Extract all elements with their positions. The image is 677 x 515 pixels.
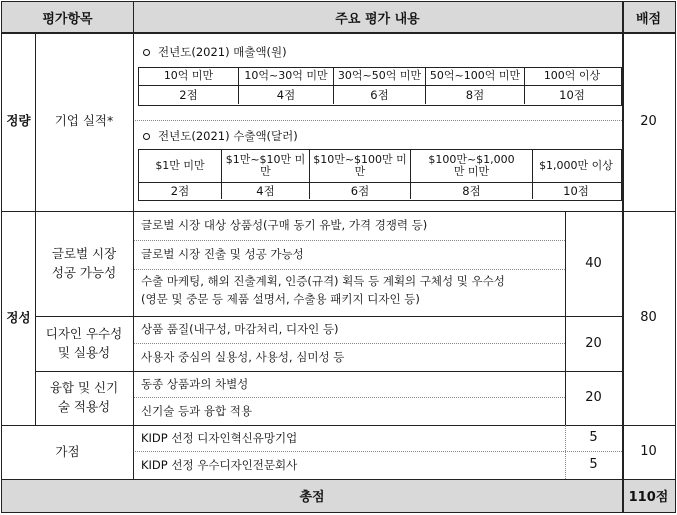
qualitative-score: 80 — [640, 310, 657, 326]
category-bonus: 가점 — [55, 443, 80, 459]
group-global-market: 글로벌 시장 성공 가능성 — [51, 245, 117, 280]
group-convergence-technology: 융합 및 신기술 적용성 — [49, 380, 119, 414]
sales-range-2: 10억~30억 미만 — [239, 68, 334, 85]
exports-point-4: 8점 — [411, 183, 533, 199]
bonus-item-design-firm: KIDP 선정 우수디자인전문회사 — [141, 457, 298, 472]
exports-title-text: 전년도(2021) 수출액(달러) — [158, 129, 298, 143]
category-quantitative: 정량 — [6, 113, 31, 129]
sales-point-5: 10점 — [559, 87, 585, 102]
grid-line — [1, 425, 676, 426]
exports-point-2: 4점 — [222, 183, 310, 199]
grid-line — [622, 1, 624, 513]
header-item-cell: 평가항목 — [2, 2, 133, 32]
quantitative-score: 20 — [640, 113, 657, 129]
group-convergence-technology-score: 20 — [585, 390, 602, 406]
exports-range-2: $1만~$10만 미만 — [222, 150, 310, 182]
exports-range-5: $1,000만 이상 — [539, 158, 613, 172]
group-global-market-score: 40 — [585, 255, 602, 271]
header-content-cell: 주요 평가 내용 — [133, 2, 622, 32]
grid-line — [35, 32, 36, 425]
grid-line-dotted — [133, 240, 565, 241]
criterion-global-marketability: 글로벌 시장 대상 상품성(구매 동기 유발, 가격 경쟁력 등) — [141, 218, 428, 233]
header-score-cell: 배점 — [622, 2, 675, 32]
grid-line — [35, 316, 622, 317]
grid-line-dotted — [133, 269, 565, 270]
group-design-excellence: 디자인 우수성 및 실용성 — [45, 325, 123, 360]
exports-point-1: 2점 — [139, 183, 222, 199]
criterion-export-plan-line1: 수출 마케팅, 해외 진출계획, 인증(규격) 획득 등 계획의 구체성 및 우수성 — [141, 274, 505, 288]
grid-line-dotted — [133, 397, 565, 398]
grid-line-dotted — [133, 451, 622, 452]
sales-point-2: 4점 — [239, 86, 334, 104]
total-label: 총점 — [2, 479, 622, 512]
bonus-item-design-firm-score: 5 — [589, 457, 598, 473]
sales-range-4: 50억~100억 미만 — [426, 68, 525, 85]
group-design-excellence-score: 20 — [585, 335, 602, 351]
sales-range-5: 100억 이상 — [543, 69, 601, 83]
bonus-item-innovative-company: KIDP 선정 디자인혁신유망기업 — [141, 430, 298, 445]
criterion-export-plan-line2: (영문 및 중문 등 제품 설명서, 수출용 패키지 디자인 등) — [141, 292, 420, 306]
sales-point-4: 8점 — [426, 86, 525, 104]
bonus-score: 10 — [640, 444, 657, 460]
total-score: 110점 — [622, 479, 675, 512]
grid-line — [35, 371, 622, 372]
criterion-new-tech-convergence: 신기술 등과 융합 적용 — [141, 403, 252, 418]
grid-line — [133, 1, 134, 479]
grid-line — [1, 479, 676, 480]
exports-point-5: 10점 — [563, 183, 589, 198]
sales-range-3: 30억~50억 미만 — [334, 68, 426, 85]
criterion-product-quality: 상품 품질(내구성, 마감처리, 디자인 등) — [141, 322, 339, 337]
grid-line — [1, 32, 676, 34]
grid-line-dotted — [133, 343, 565, 344]
criterion-global-success: 글로벌 시장 진출 및 성공 가능성 — [141, 247, 304, 262]
category-qualitative: 정성 — [6, 309, 31, 325]
exports-point-3: 6점 — [310, 183, 411, 199]
criterion-differentiation: 동종 상품과의 차별성 — [141, 376, 249, 391]
grid-line — [1, 211, 676, 212]
exports-range-3: $10만~$100만 미만 — [310, 150, 411, 182]
sales-range-1: 10억 미만 — [139, 68, 239, 85]
table-border — [1, 1, 676, 513]
sales-point-3: 6점 — [334, 86, 426, 104]
item-business-performance: 기업 실적* — [54, 113, 114, 129]
sales-point-1: 2점 — [139, 86, 239, 104]
sales-title-text: 전년도(2021) 매출액(원) — [158, 45, 287, 59]
exports-range-4: $100만~$1,000만 미만 — [411, 150, 533, 182]
criterion-usability: 사용자 중심의 실용성, 사용성, 심미성 등 — [141, 349, 345, 364]
grid-line-dotted — [565, 425, 566, 479]
exports-range-1: $1만 미만 — [139, 150, 222, 182]
grid-line — [565, 211, 566, 425]
bonus-item-innovative-company-score: 5 — [589, 430, 598, 446]
